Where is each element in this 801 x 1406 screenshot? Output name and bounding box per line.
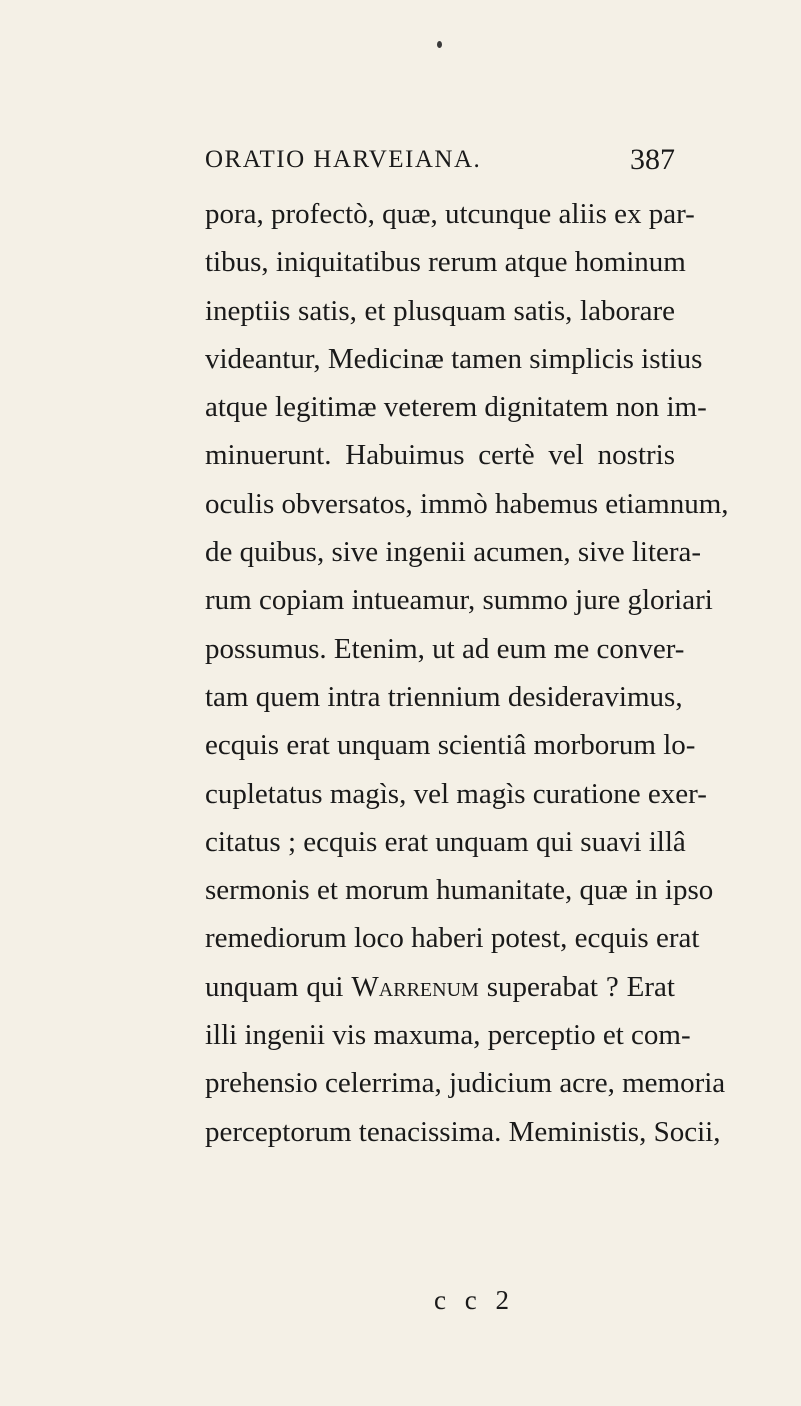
text-line: prehensio celerrima, judicium acre, memoria xyxy=(205,1067,726,1100)
page-number: 387 xyxy=(630,143,675,176)
text-line: minuerunt. Habuimus certè vel nostris xyxy=(205,439,675,472)
text-line: atque legitimæ veterem dignitatem non im- xyxy=(205,391,707,424)
running-head xyxy=(205,142,675,178)
text-line: pora, profectò, quæ, utcunque aliis ex par- xyxy=(205,198,695,230)
text-line: citatus ; ecquis erat unquam qui suavi illâ xyxy=(205,825,686,858)
warrenum-name: Warrenum xyxy=(351,970,479,1003)
signature-mark: c c 2 xyxy=(434,1285,515,1315)
text-line: sermonis et morum humanitate, quæ in ipso xyxy=(205,874,714,907)
line-end: superabat ? Erat xyxy=(478,970,675,1003)
line-start: unquam qui xyxy=(205,970,352,1003)
text-line: tam quem intra triennium desideravimus, xyxy=(205,680,683,713)
text-line: tibus, iniquitatibus rerum atque hominum xyxy=(205,246,686,279)
text-line: remediorum loco haberi potest, ecquis erat xyxy=(205,922,700,955)
ink-speck xyxy=(437,41,442,48)
text-line: de quibus, sive ingenii acumen, sive litera- xyxy=(205,536,702,569)
text-line: ecquis erat unquam scientiâ morborum lo- xyxy=(205,729,696,762)
text-line: cupletatus magìs, vel magìs curatione exer- xyxy=(205,777,707,810)
text-line: rum copiam intueamur, summo jure gloriari xyxy=(205,584,713,617)
text-line: illi ingenii vis maxuma, perceptio et com- xyxy=(205,1019,691,1052)
running-title: ORATIO HARVEIANA. xyxy=(205,146,482,173)
text-line: oculis obversatos, immò habemus etiamnum, xyxy=(205,487,729,520)
body-text xyxy=(205,190,729,1156)
text-line: perceptorum tenacissima. Meministis, Socii, xyxy=(205,1115,721,1148)
text-line: videantur, Medicinæ tamen simplicis istius xyxy=(205,342,703,375)
text-line-warrenum xyxy=(205,963,675,1011)
text-line: possumus. Etenim, ut ad eum me conver- xyxy=(205,632,685,665)
text-line: ineptiis satis, et plusquam satis, laborare xyxy=(205,294,675,327)
